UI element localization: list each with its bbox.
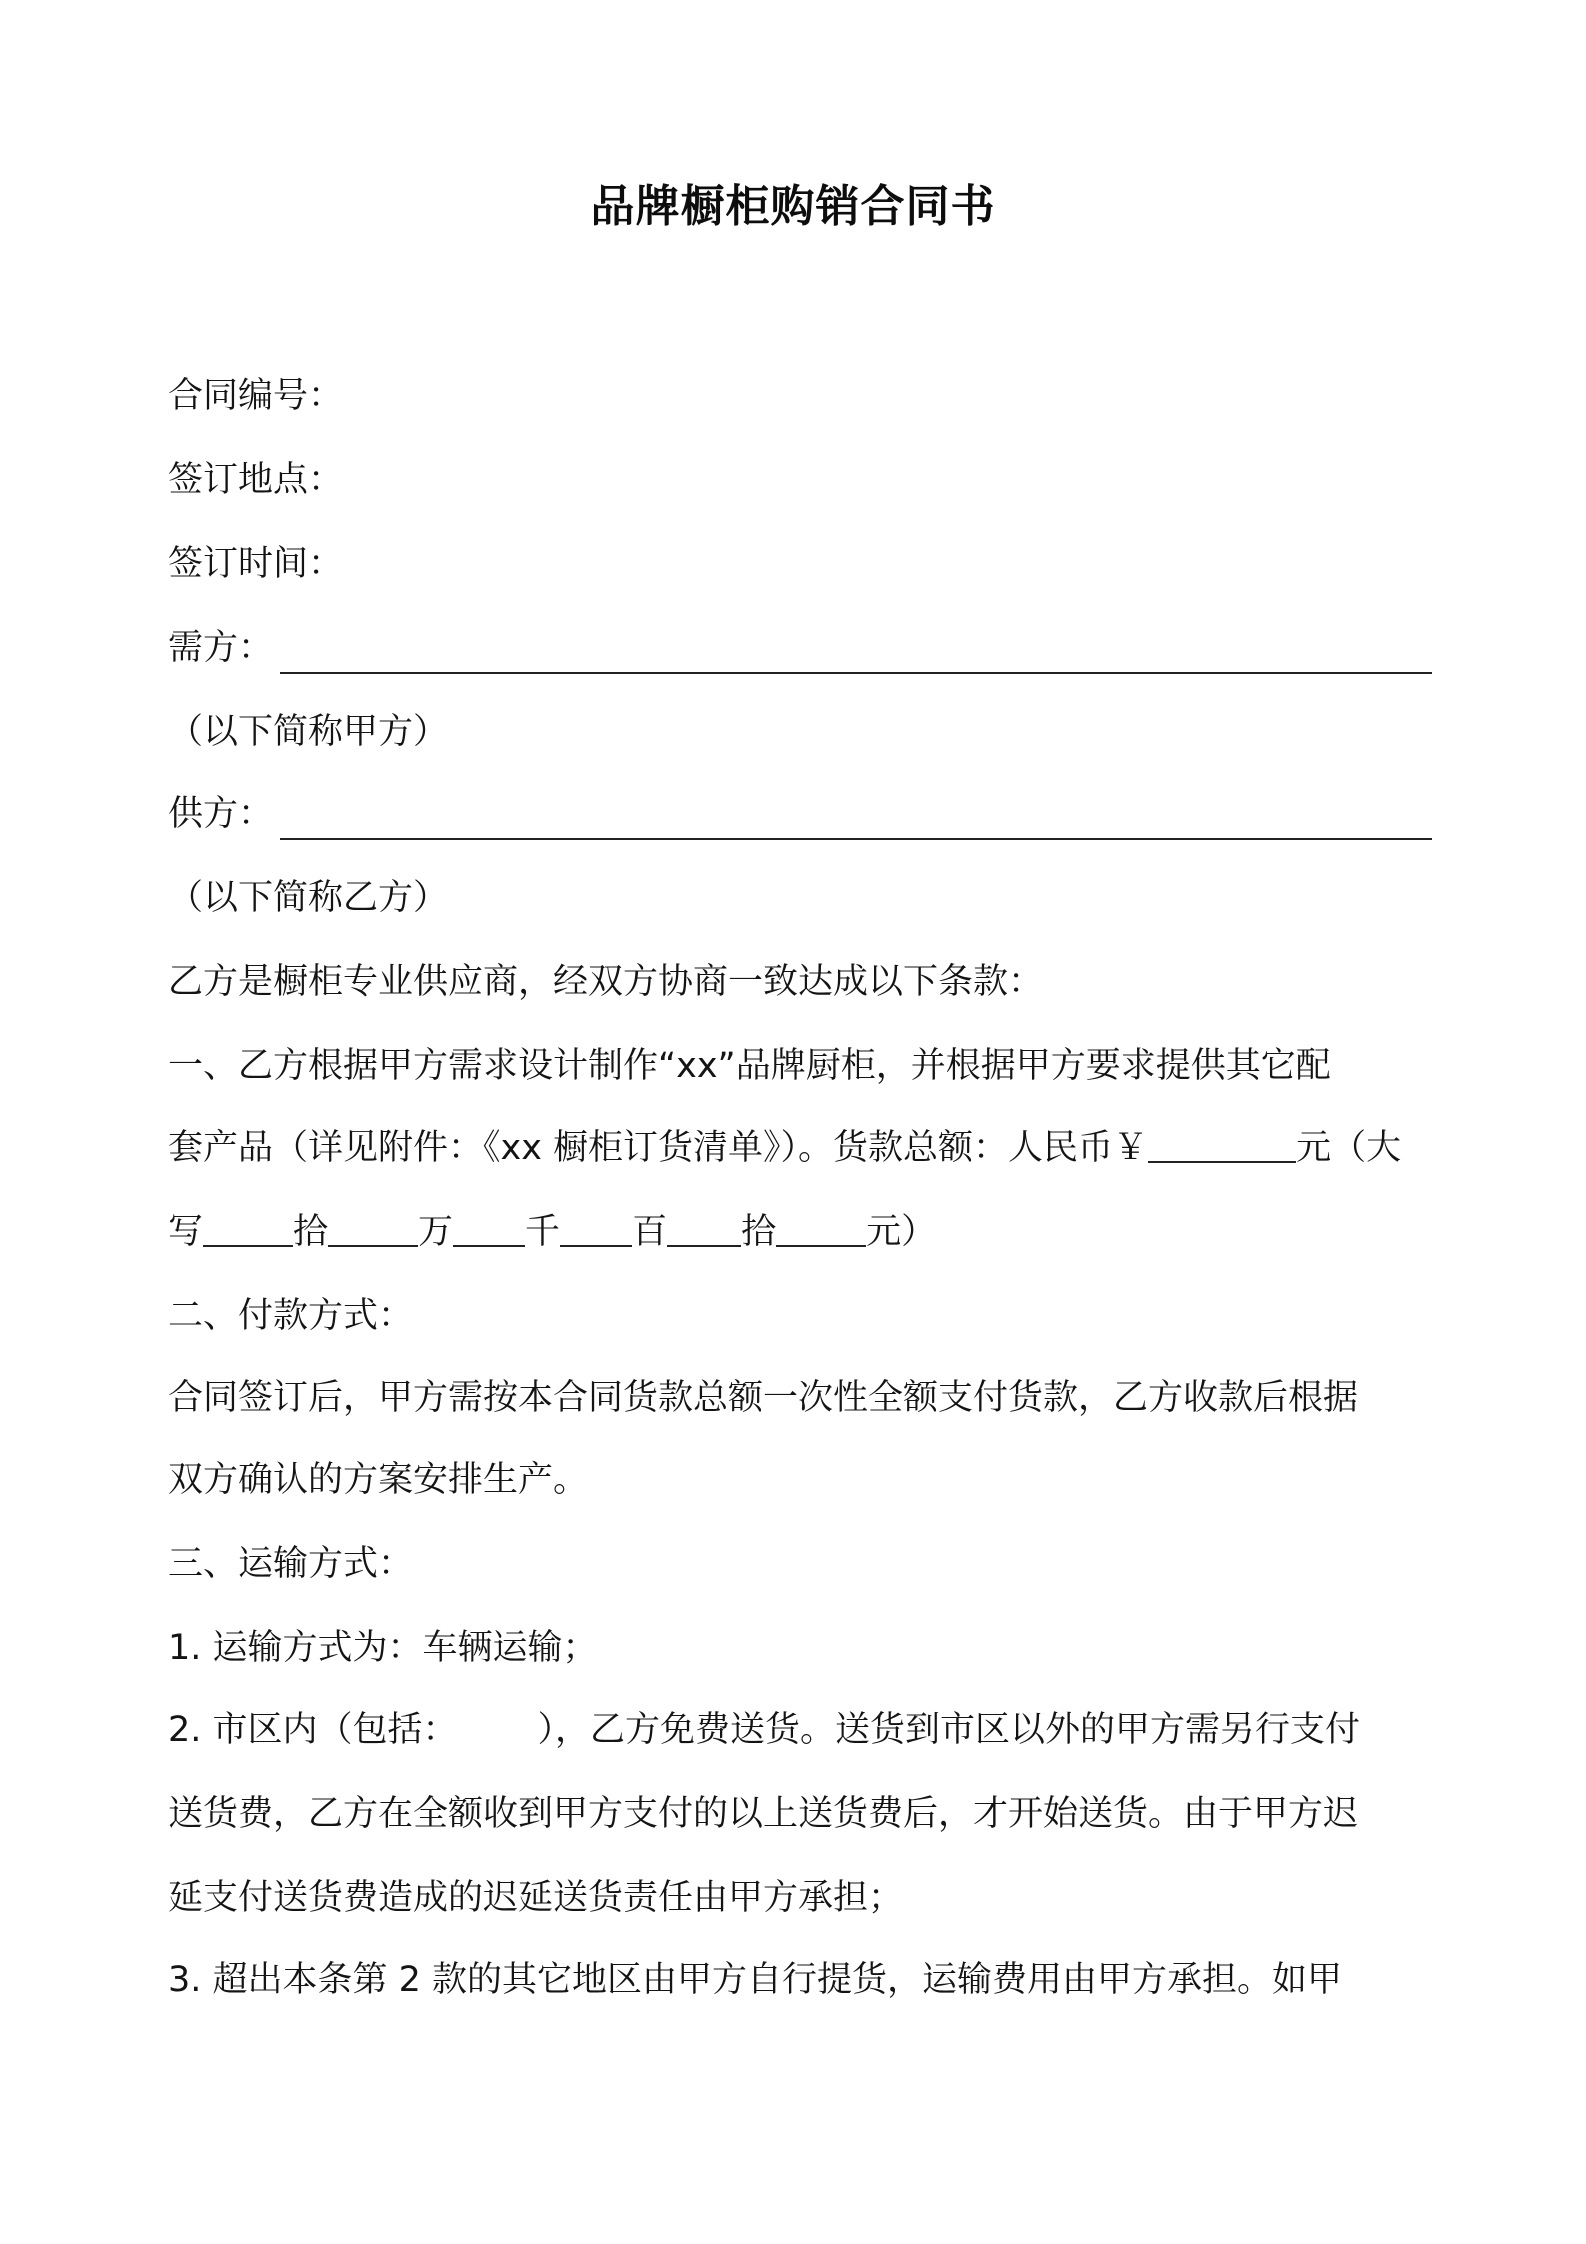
seller-label: 供方： bbox=[168, 794, 274, 834]
seller-fill-line bbox=[280, 838, 1432, 840]
unit-shi2: 拾 bbox=[741, 1212, 777, 1252]
clause3-item2-line1 bbox=[168, 1706, 1432, 1754]
contract-number-label: 合同编号： bbox=[168, 376, 344, 416]
buyer-label: 需方： bbox=[168, 628, 274, 668]
clause1-line1: 一、乙方根据甲方需求设计制作“xx”品牌厨柜，并根据甲方要求提供其它配 bbox=[168, 1046, 1331, 1086]
clause3-item2-rest: ），乙方免费送货。送货到市区以外的甲方需另行支付 bbox=[537, 1710, 1361, 1750]
blank-shi bbox=[667, 1211, 741, 1247]
unit-bai: 百 bbox=[632, 1212, 668, 1252]
clause3-item3-line1: 3. 超出本条第 2 款的其它地区由甲方自行提货，运输费用由甲方承担。如甲 bbox=[168, 1960, 1343, 2000]
clause2-line2: 双方确认的方案安排生产。 bbox=[168, 1460, 589, 1500]
buyer-abbreviation-note: （以下简称甲方） bbox=[168, 712, 449, 752]
clause3-heading: 三、运输方式： bbox=[168, 1544, 414, 1584]
blank-bai bbox=[560, 1211, 632, 1247]
unit-qian: 千 bbox=[525, 1212, 561, 1252]
blank-shiwan bbox=[203, 1211, 293, 1247]
buyer-fill-line bbox=[280, 672, 1432, 674]
clause2-line1: 合同签订后，甲方需按本合同货款总额一次性全额支付货款，乙方收款后根据 bbox=[168, 1378, 1359, 1418]
seller-abbreviation-note: （以下简称乙方） bbox=[168, 878, 449, 918]
blank-yuan bbox=[776, 1211, 866, 1247]
clause3-item2-line2: 送货费，乙方在全额收到甲方支付的以上送货费后，才开始送货。由于甲方迟 bbox=[168, 1794, 1359, 1834]
uppercase-xie: 写 bbox=[168, 1212, 204, 1252]
signing-place-label: 签订地点： bbox=[168, 460, 344, 500]
unit-wan: 万 bbox=[418, 1212, 454, 1252]
clause1-line3 bbox=[168, 1208, 1432, 1256]
intro-paragraph: 乙方是橱柜专业供应商，经双方协商一致达成以下条款： bbox=[168, 962, 1044, 1002]
blank-qian bbox=[453, 1211, 525, 1247]
clause2-heading: 二、付款方式： bbox=[168, 1296, 414, 1336]
unit-shi1: 拾 bbox=[293, 1212, 329, 1252]
clause1-line2 bbox=[168, 1124, 1432, 1172]
amount-blank bbox=[1148, 1127, 1296, 1163]
signing-time-label: 签订时间： bbox=[168, 544, 344, 584]
clause3-item2-start: 2. 市区内（包括： bbox=[168, 1710, 458, 1750]
clause3-item2-line3: 延支付送货费造成的迟延送货责任由甲方承担； bbox=[168, 1878, 904, 1918]
clause1-amount-text: 套产品（详见附件：《xx 橱柜订货清单》）。货款总额：人民币￥ bbox=[168, 1128, 1149, 1168]
clause1-yuan-text: 元（大 bbox=[1296, 1128, 1402, 1168]
document-title: 品牌橱柜购销合同书 bbox=[590, 181, 996, 232]
blank-wan bbox=[328, 1211, 418, 1247]
unit-yuan: 元） bbox=[866, 1212, 937, 1252]
clause3-item1: 1. 运输方式为：车辆运输； bbox=[168, 1628, 598, 1668]
